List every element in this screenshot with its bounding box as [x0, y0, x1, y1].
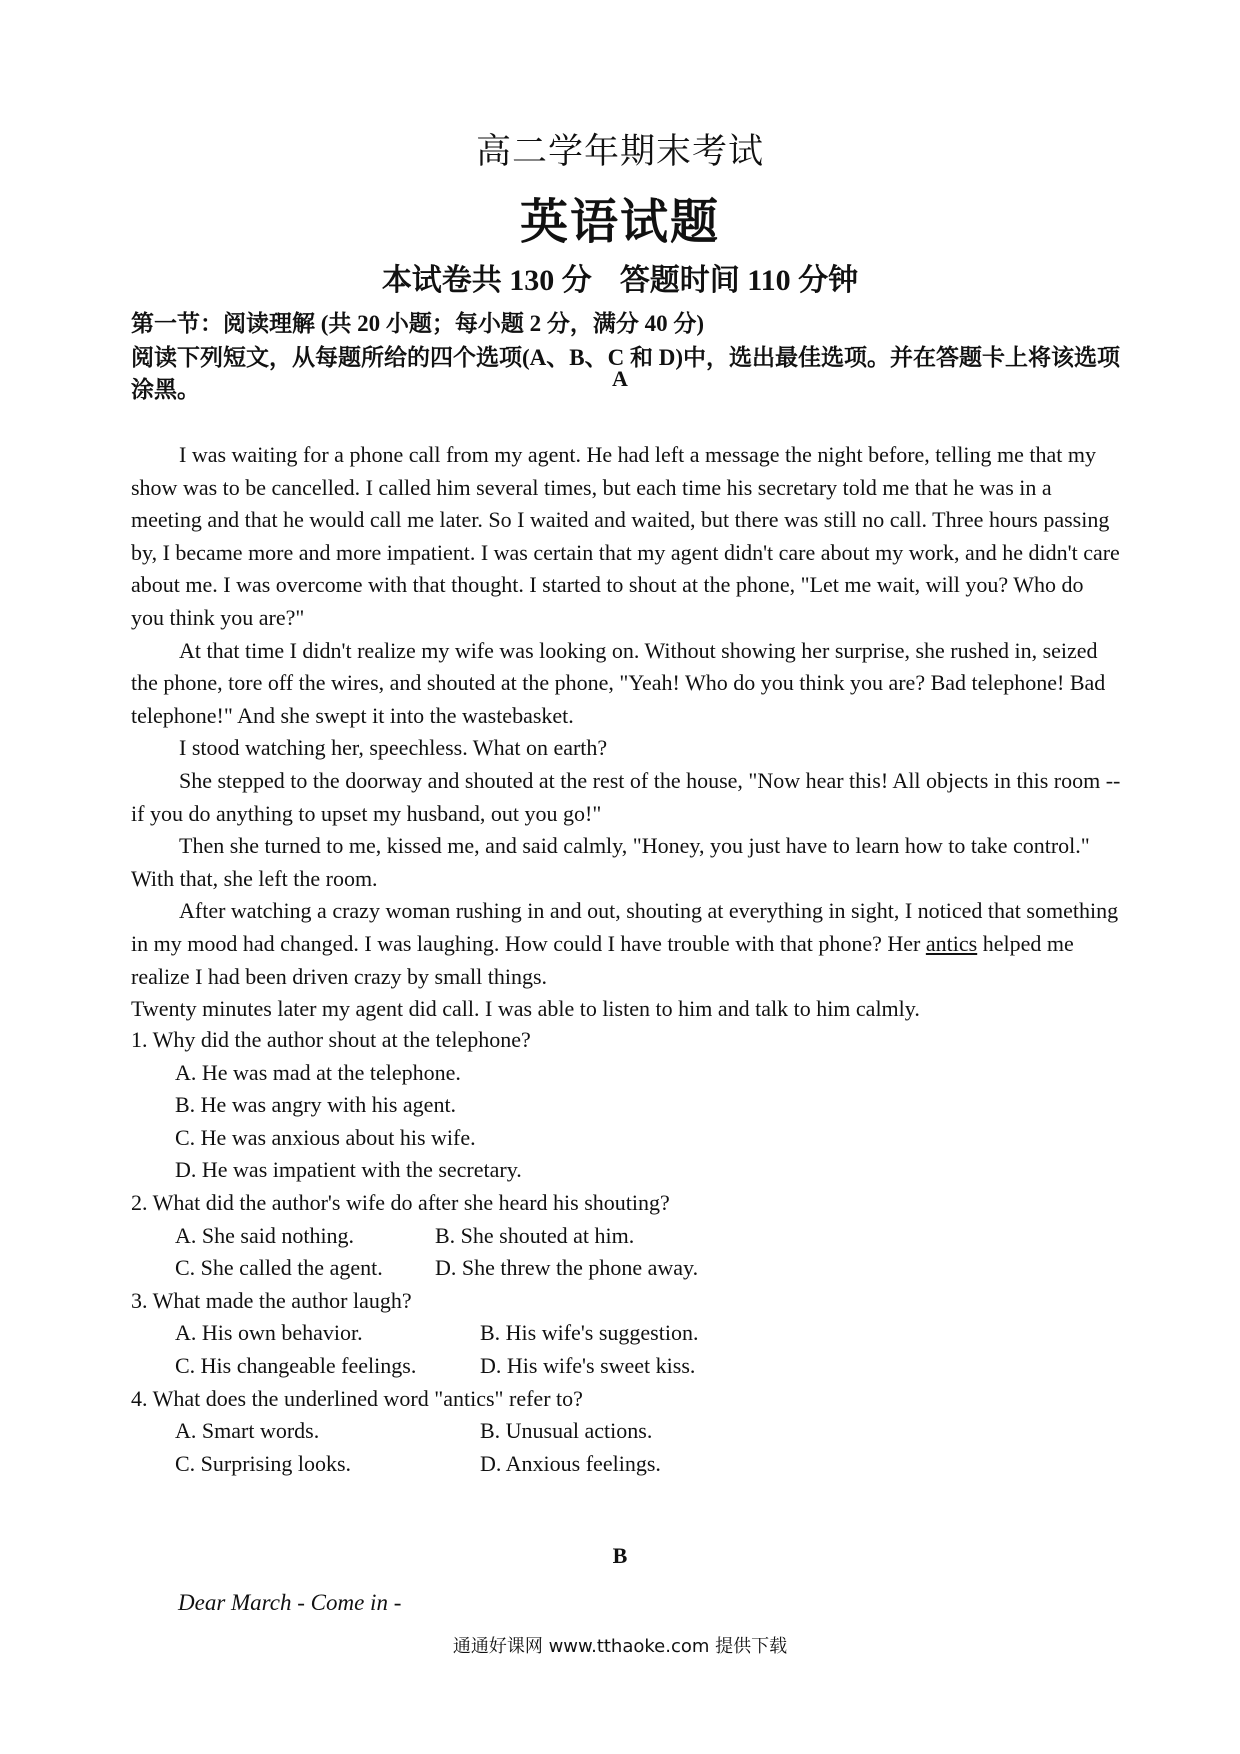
- option-row: [175, 1089, 1121, 1122]
- option-row: [175, 1122, 1121, 1155]
- answer-option: A. Smart words.: [175, 1418, 320, 1444]
- answer-option: C. She called the agent.: [175, 1255, 383, 1281]
- passage-text: After watching a crazy woman rushing in and out, shouting at everything in sight, I noticed that something in my mood had changed. I was laughing. How could I have trouble with that phone? Her: [131, 898, 1119, 956]
- footer-watermark: 通通好课网 www.tthaoke.com 提供下载: [452, 1636, 788, 1657]
- passage-paragraph: Twenty minutes later my agent did call. I was able to listen to him and talk to him calmly.: [131, 996, 920, 1022]
- question-list: [131, 1024, 1121, 1480]
- option-row: [175, 1448, 1121, 1481]
- underlined-word: antics: [925, 930, 978, 956]
- option-row: [175, 1154, 1121, 1187]
- section-heading: 第一节：阅读理解 (共 20 小题；每小题 2 分，满分 40 分): [131, 311, 705, 336]
- passage-paragraph: At that time I didn't realize my wife was looking on. Without showing her surprise, she rushed in, seized the phone, tore off the wires, and shouted at the phone, "Yeah! Who do you think you are? Bad telephone! Bad telephone!" And she swept it into the wastebasket.: [131, 637, 1106, 728]
- passage-paragraph: She stepped to the doorway and shouted at the rest of the house, "Now hear this! All objects in this room -- if you do anything to upset my husband, out you go!": [131, 767, 1121, 826]
- option-row: [175, 1350, 1121, 1383]
- passage-paragraph: I stood watching her, speechless. What on earth?: [179, 735, 608, 761]
- question: [131, 1383, 1121, 1481]
- option-row: [175, 1252, 1121, 1285]
- answer-option: B. He was angry with his agent.: [175, 1092, 457, 1118]
- passage-a-label: A: [612, 366, 628, 391]
- option-row: [175, 1220, 1121, 1253]
- answer-option: D. His wife's sweet kiss.: [480, 1352, 696, 1378]
- answer-option: D. He was impatient with the secretary.: [175, 1157, 522, 1183]
- exam-info: [0, 255, 1240, 299]
- exam-time-info: 答题时间 110 分钟: [619, 264, 859, 297]
- question-stem: 1. Why did the author shout at the telephone?: [131, 1027, 531, 1052]
- answer-option: C. He was anxious about his wife.: [175, 1124, 476, 1150]
- question-stem: 4. What does the underlined word "antics" refer to?: [131, 1385, 583, 1411]
- option-row: [175, 1057, 1121, 1090]
- subject-title: 英语试题: [519, 196, 720, 249]
- answer-option: C. Surprising looks.: [175, 1450, 352, 1476]
- passage-a: [131, 439, 1121, 1026]
- passage-paragraph: I was waiting for a phone call from my agent. He had left a message the night before, telling me that my show was to be cancelled. I called him several times, but each time his secretary told me that he was in a meeting and that he would call me later. So I waited and waited, but there was still no call. Three hours passing by, I became more and more impatient. I was certain that my agent didn't care about my work, and he didn't care about me. I was overcome with that thought. I started to shout at the phone, "Let me wait, will you? Who do you think you are?": [131, 442, 1120, 630]
- exam-title: 高二学年期末考试: [475, 132, 764, 171]
- section-instructions: 阅读下列短文，从每题所给的四个选项(A、B、C 和 D)中，选出最佳选项。并在答题卡上将该选项涂黑。: [131, 345, 1120, 402]
- answer-option: B. His wife's suggestion.: [480, 1320, 699, 1346]
- answer-option: D. She threw the phone away.: [435, 1255, 699, 1281]
- answer-option: B. Unusual actions.: [480, 1418, 653, 1444]
- passage-b-label: B: [612, 1543, 628, 1568]
- option-row: [175, 1317, 1121, 1350]
- passage-paragraph: Then she turned to me, kissed me, and said calmly, "Honey, you just have to learn how to take control." With that, she left the room.: [131, 833, 1090, 891]
- question-stem: 3. What made the author laugh?: [131, 1287, 412, 1313]
- answer-option: A. His own behavior.: [175, 1320, 363, 1346]
- answer-option: B. She shouted at him.: [435, 1222, 635, 1248]
- answer-option: C. His changeable feelings.: [175, 1352, 417, 1378]
- question: [131, 1024, 1121, 1187]
- passage-paragraph: [131, 895, 1121, 993]
- passage-b-opening: Dear March - Come in -: [178, 1590, 402, 1615]
- exam-score-info: 本试卷共 130 分: [381, 264, 592, 297]
- option-row: [175, 1415, 1121, 1448]
- question-stem: 2. What did the author's wife do after she heard his shouting?: [131, 1189, 670, 1215]
- answer-option: D. Anxious feelings.: [480, 1450, 661, 1476]
- answer-option: A. She said nothing.: [175, 1222, 355, 1248]
- question: [131, 1285, 1121, 1383]
- question: [131, 1187, 1121, 1285]
- answer-option: A. He was mad at the telephone.: [175, 1059, 461, 1085]
- passage-text: helped me realize I had been driven crazy by small things.: [131, 930, 1074, 989]
